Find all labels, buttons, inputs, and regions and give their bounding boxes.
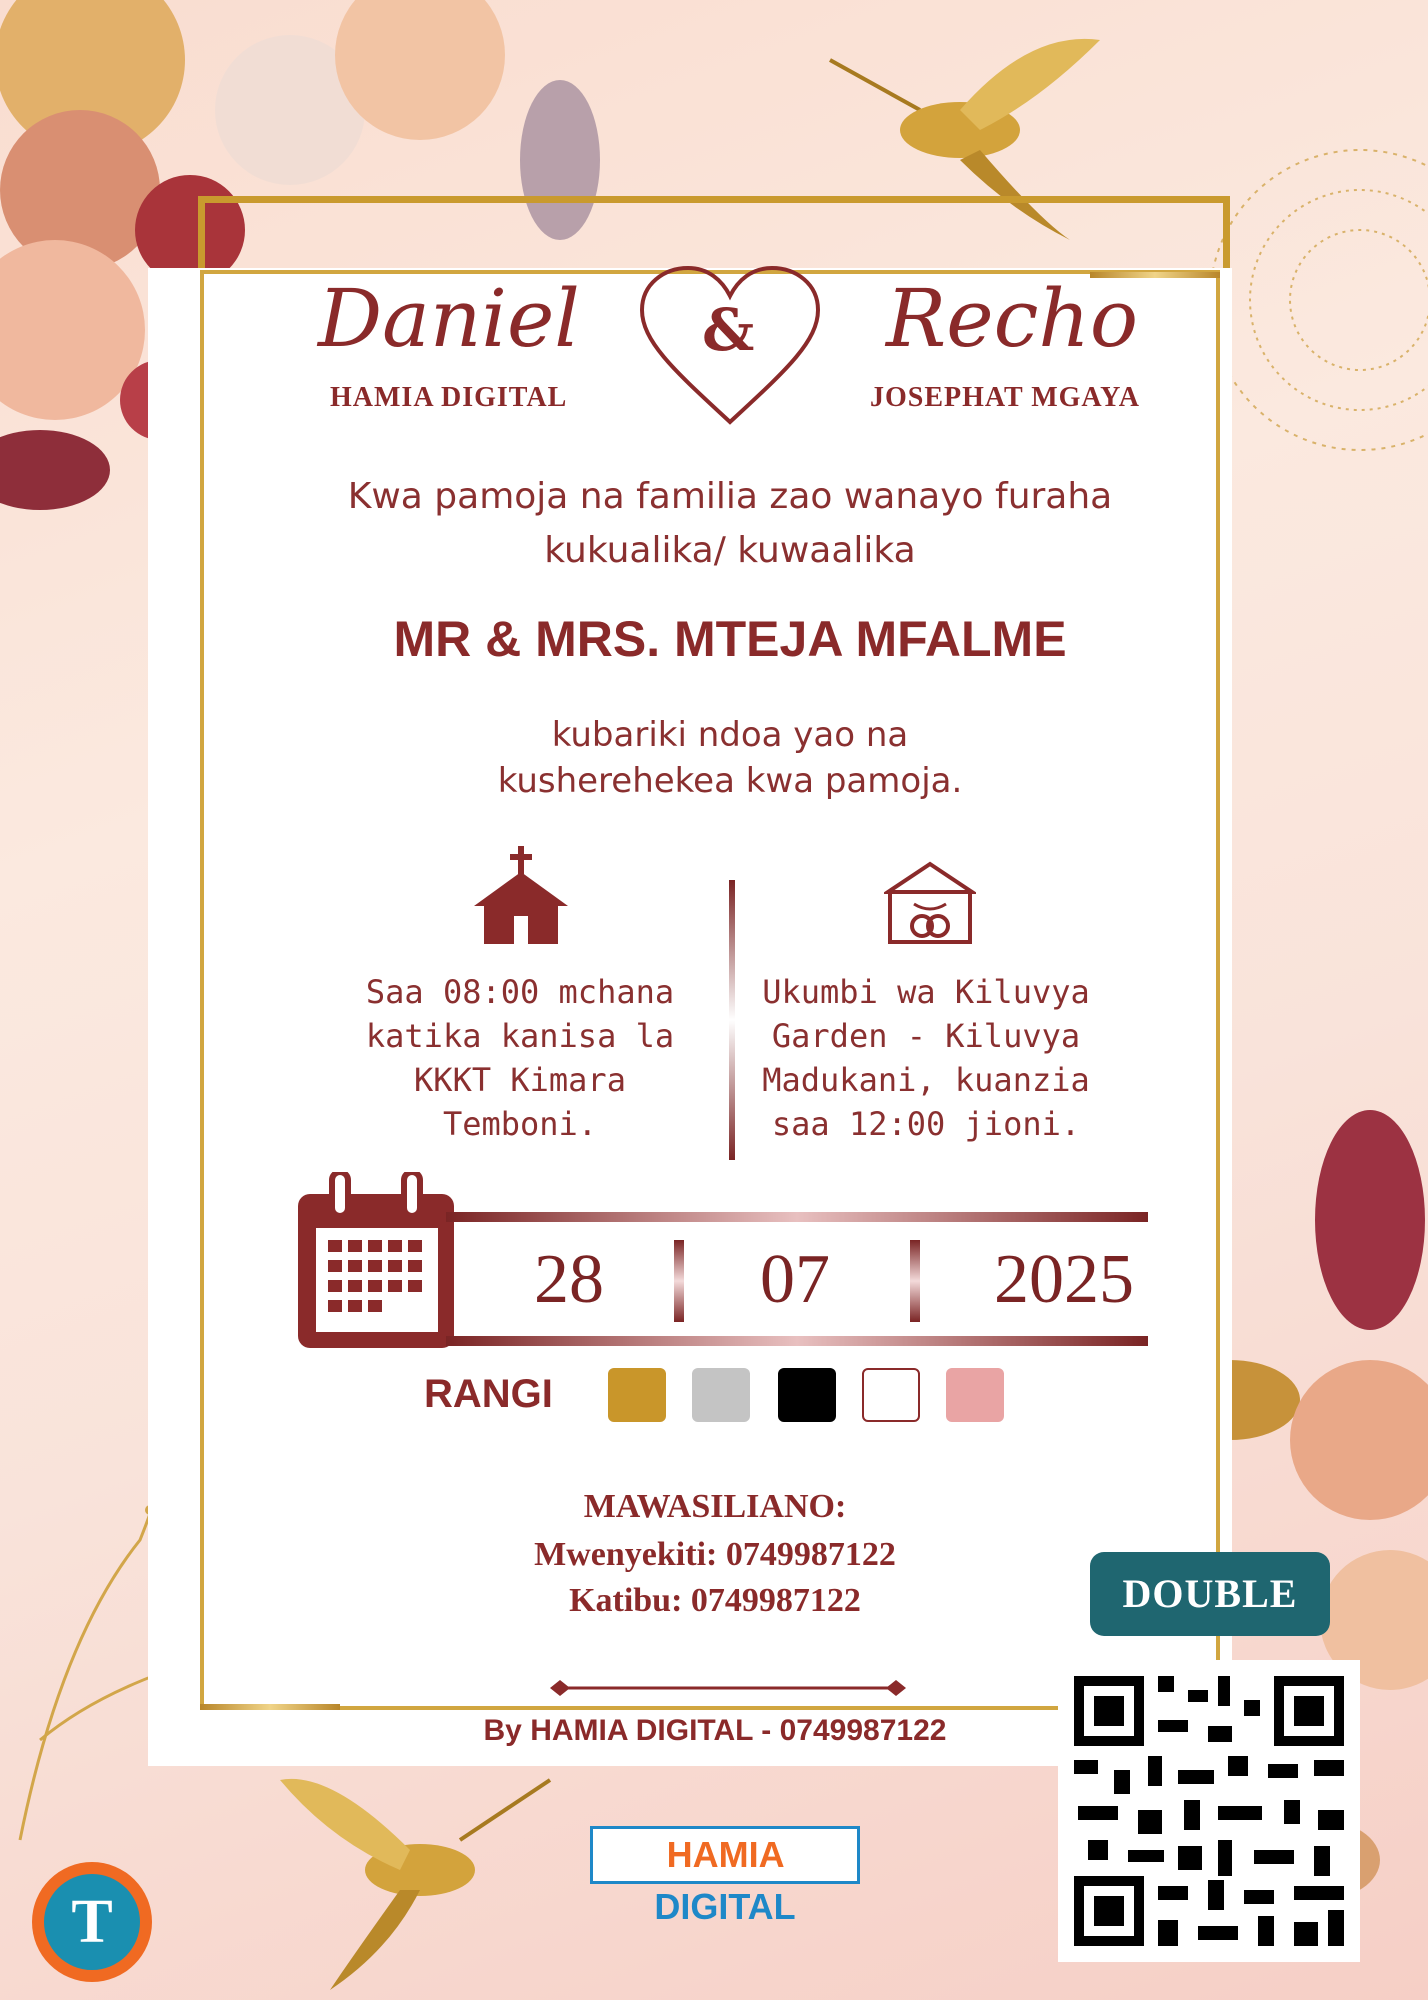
intro-line-1: Kwa pamoja na familia zao wanayo furaha <box>347 476 1113 517</box>
ampersand: & <box>702 296 755 364</box>
contacts-chairman: Mwenyekiti: 0749987122 <box>534 1536 896 1573</box>
hosts-heading: MR & MRS. MTEJA MFALME <box>393 611 1067 667</box>
date-bar-bottom-line <box>446 1336 1148 1346</box>
date-separator-1 <box>674 1240 684 1322</box>
blessing-line-2: kusherehekea kwa pamoja. <box>497 761 963 801</box>
church-icon <box>474 846 570 946</box>
color-swatch-silver <box>692 1368 750 1422</box>
date-year: 2025 <box>994 1241 1134 1318</box>
groom-name: Daniel <box>318 272 580 365</box>
bride-name: Recho <box>886 272 1139 365</box>
date-day: 28 <box>534 1241 604 1318</box>
color-swatch-white <box>862 1368 920 1422</box>
reception-line-1: Ukumbi wa Kiluvya <box>762 973 1090 1011</box>
ceremony-line-3: KKKT Kimara <box>414 1061 626 1099</box>
intro-text <box>200 470 1260 578</box>
wedding-venue-icon <box>884 860 976 946</box>
hamia-digital-logo <box>590 1826 860 1927</box>
groom-subtitle: HAMIA DIGITAL <box>330 382 568 413</box>
ceremony-line-4: Temboni. <box>442 1105 598 1143</box>
ornamental-divider <box>548 1676 908 1700</box>
color-swatch-gold <box>608 1368 666 1422</box>
contacts-title: MAWASILIANO: <box>583 1488 847 1525</box>
reception-line-4: saa 12:00 jioni. <box>771 1105 1081 1143</box>
date-bar-top-line <box>446 1212 1148 1222</box>
date-separator-2 <box>910 1240 920 1322</box>
ceremony-line-1: Saa 08:00 mchana <box>365 973 675 1011</box>
reception-line-2: Garden - Kiluvya <box>771 1017 1081 1055</box>
byline: By HAMIA DIGITAL - 0749987122 <box>483 1714 947 1747</box>
color-swatch-pink <box>946 1368 1004 1422</box>
venue-divider <box>729 880 735 1160</box>
gold-accent-bar-bottom <box>200 1704 340 1710</box>
bride-subtitle: JOSEPHAT MGAYA <box>870 382 1140 413</box>
logo-word-1: HAMIA <box>666 1834 784 1875</box>
reception-line-3: Madukani, kuanzia <box>762 1061 1090 1099</box>
colors-label: RANGI <box>424 1372 553 1416</box>
blessing-text <box>200 712 1260 804</box>
t-logo-badge <box>32 1862 152 1982</box>
t-logo-letter: T <box>44 1874 140 1970</box>
contacts-secretary: Katibu: 0749987122 <box>569 1582 861 1619</box>
hummingbird-decoration-bottom <box>270 1750 570 2000</box>
ceremony-line-2: katika kanisa la <box>365 1017 675 1055</box>
calendar-icon <box>294 1172 458 1352</box>
reception-details <box>756 970 1096 1146</box>
double-badge: DOUBLE <box>1090 1552 1330 1636</box>
logo-word-2: DIGITAL <box>654 1886 796 1927</box>
color-swatch-black <box>778 1368 836 1422</box>
ceremony-details <box>350 970 690 1146</box>
qr-code[interactable] <box>1058 1660 1360 1962</box>
blessing-line-1: kubariki ndoa yao na <box>551 715 909 755</box>
date-month: 07 <box>760 1241 830 1318</box>
intro-line-2: kukualika/ kuwaalika <box>544 530 916 571</box>
